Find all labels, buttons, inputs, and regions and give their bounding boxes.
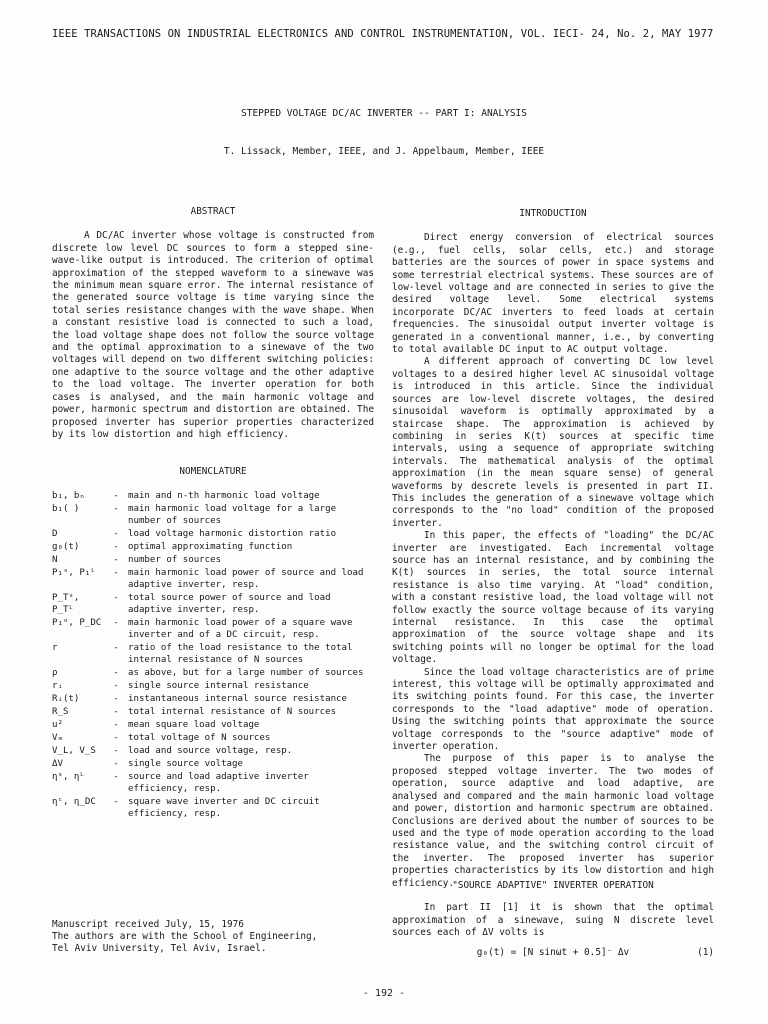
nomenclature-symbol: b₁( ) (52, 504, 80, 514)
nomenclature-item (52, 667, 372, 679)
source-adaptive-section (392, 880, 714, 940)
nomenclature-definition: optimal approximating function (128, 542, 293, 552)
intro-paragraph: In this paper, the effects of "loading" the DC/AC inverter are investigated. Each incremental voltage source has an internal resistance, and by combining the K(t) sources in series, the total source internal resistance is also time varying. At "load" condition, with a constant resistive load, the load voltage will not follow exactly the source voltage because of its varying internal resistance. In this case the optimal approximation of the source voltage shape and its switching points will no longer be optimal for the load voltage. (392, 530, 714, 666)
nomenclature-symbol: N (52, 555, 58, 565)
nomenclature-symbol: D (52, 529, 58, 539)
nomenclature-dash: - (113, 772, 119, 782)
nomenclature-definition: as above, but for a large number of sources (128, 668, 364, 678)
equation-text: g₀(t) = [N sinωt + 0.5]⁻ Δv (476, 947, 630, 958)
abstract-heading: ABSTRACT (190, 206, 236, 217)
footnote (52, 919, 372, 956)
nomenclature-dash: - (113, 593, 119, 603)
nomenclature-dash: - (113, 555, 119, 565)
paper-authors: T. Lissack, Member, IEEE, and J. Appelbaum, Member, IEEE (223, 146, 545, 157)
nomenclature-item (52, 796, 372, 820)
nomenclature-definition: single source voltage (128, 759, 243, 769)
nomenclature-dash: - (113, 643, 119, 653)
nomenclature-definition: single source internal resistance (128, 681, 309, 691)
nomenclature-definition: square wave inverter and DC circuit efficiency, resp. (128, 797, 320, 819)
abstract-section (52, 206, 374, 441)
nomenclature-definition: main harmonic load voltage for a large number of sources (128, 504, 337, 526)
nomenclature-item (52, 680, 372, 692)
intro-paragraph: A different approach of converting DC low level voltages to a desired higher level AC sinusoidal voltage is introduced in this article. Since the individual sources are low-level discrete voltages, the desired sinusoidal waveform is optimally approximated by a staircase shape. The approximation is achieved by combining in series K(t) sources at specific time intervals, using a sequence of appropriate switching intervals. The mathematical analysis of the optimal approximation (in the mean square sense) of general waveforms by descrete levels is presented in part II. This includes the generation of a sinewave voltage which corresponds to the "no load" condition of the proposed inverter. (392, 356, 714, 529)
footnote-line: Tel Aviv University, Tel Aviv, Israel. (52, 943, 267, 955)
nomenclature-definition: ratio of the load resistance to the total internal resistance of N sources (128, 643, 353, 665)
introduction-section (392, 208, 714, 890)
nomenclature-dash: - (113, 542, 119, 552)
nomenclature-dash: - (113, 681, 119, 691)
nomenclature-item (52, 642, 372, 666)
page-number: - 192 - (362, 988, 406, 999)
nomenclature-symbol: P₁ˢ, P₁ᴸ (52, 568, 96, 578)
nomenclature-dash: - (113, 720, 119, 730)
nomenclature-symbol: V_L, V_S (52, 746, 96, 756)
nomenclature-definition: total source power of source and load adaptive inverter, resp. (128, 593, 331, 615)
intro-paragraph: Direct energy conversion of electrical sources (e.g., fuel cells, solar cells, etc.) and storage batteries are the sources of power in space systems and some terrestrial electrical systems. These sources are of low-level voltage and are connected in series to give the desired voltage level. Some electrical systems incorporate DC/AC inverters to feed loads at certain frequencies. The sinusoidal output inverter voltage is generated in a conventional manner, i.e., by converting to total available DC input to AC output voltage. (392, 232, 714, 356)
nomenclature-item (52, 554, 372, 566)
nomenclature-item (52, 528, 372, 540)
nomenclature-symbol: b₁, bₙ (52, 491, 85, 501)
section-heading: "SOURCE ADAPTIVE" INVERTER OPERATION (452, 880, 654, 891)
nomenclature-definition: total internal resistance of N sources (128, 707, 337, 717)
nomenclature-item (52, 745, 372, 757)
nomenclature-heading: NOMENCLATURE (179, 466, 247, 477)
nomenclature-definition: mean square load voltage (128, 720, 260, 730)
nomenclature-symbol: R_S (52, 707, 69, 717)
nomenclature-dash: - (113, 797, 119, 807)
nomenclature-dash: - (113, 733, 119, 743)
nomenclature-definition: main harmonic load power of a square wave inverter and of a DC circuit, resp. (128, 618, 353, 640)
nomenclature-symbol: r (52, 643, 58, 653)
nomenclature-item (52, 503, 372, 527)
nomenclature-dash: - (113, 759, 119, 769)
nomenclature-list (52, 490, 372, 821)
nomenclature-item (52, 771, 372, 795)
nomenclature-dash: - (113, 618, 119, 628)
nomenclature-definition: instantaneous internal source resistance (128, 694, 347, 704)
nomenclature-item (52, 758, 372, 770)
paper-title: STEPPED VOLTAGE DC/AC INVERTER -- PART I: ANALYSIS (241, 108, 527, 119)
nomenclature-item (52, 617, 372, 641)
nomenclature-item (52, 567, 372, 591)
introduction-heading: INTRODUCTION (519, 208, 587, 219)
nomenclature-definition: source and load adaptive inverter efficiency, resp. (128, 772, 309, 794)
nomenclature-item (52, 592, 372, 616)
nomenclature-item (52, 732, 372, 744)
nomenclature-symbol: g₀(t) (52, 542, 80, 552)
intro-paragraph: The purpose of this paper is to analyse the proposed stepped voltage inverter. The two modes of operation, source adaptive and load adaptive, are analysed and compared and the main harmonic load voltage and power, distortion and harmonic spectrum are obtained. Conclusions are derived about the number of sources to be used and the type of mode operation according to the load resistance value, and the switching control circuit of the inverter. The proposed inverter has superior properties characteristics by its low distortion and high efficiency. (392, 753, 714, 889)
nomenclature-symbol: ρ (52, 668, 58, 678)
nomenclature-definition: load and source voltage, resp. (128, 746, 293, 756)
nomenclature-item (52, 706, 372, 718)
nomenclature-definition: load voltage harmonic distortion ratio (128, 529, 337, 539)
nomenclature-definition: main and n-th harmonic load voltage (128, 491, 320, 501)
nomenclature-symbol: P_Tˢ, P_Tᴸ (52, 593, 80, 615)
nomenclature-dash: - (113, 491, 119, 501)
nomenclature-definition: main harmonic load power of source and load adaptive inverter, resp. (128, 568, 364, 590)
nomenclature-symbol: ηˢ, ηᴸ (52, 772, 85, 782)
nomenclature-item (52, 490, 372, 502)
intro-paragraph: Since the load voltage characteristics are of prime interest, this voltage will be optimally approximated and its switching points found. For this case, the inverter corresponds to the "load adaptive" mode of operation. Using the switching points that approximate the source voltage corresponds to the "source adaptive" mode of inverter operation. (392, 666, 714, 753)
journal-header: IEEE TRANSACTIONS ON INDUSTRIAL ELECTRONICS AND CONTROL INSTRUMENTATION, VOL. IECI- 24, No. 2, MAY 1977 (52, 28, 714, 40)
nomenclature-definition: total voltage of N sources (128, 733, 271, 743)
nomenclature-definition: number of sources (128, 555, 222, 565)
equation-number: (1) (697, 947, 714, 958)
abstract-text: A DC/AC inverter whose voltage is constructed from discrete low level DC sources to form a stepped sine-wave-like output is introduced. The criterion of optimal approximation of the stepped waveform to a sinewave was the minimum mean square error. The internal resistance of the generated source voltage is time varying since the total series resistance changes with the wave shape. When a constant resistive load is connected to such a load, the load voltage shape does not follow the source voltage and the optimal approximation to a sinewave of the two voltages will depend on two different switching policies: one adaptive to the source voltage and the other adaptive to the load voltage. The inverter operation for both cases is analysed, and the main harmonic voltage and power, harmonic spectrum and distortion are obtained. The proposed inverter has superior properties characterized by its low distortion and high efficiency. (52, 230, 374, 440)
nomenclature-dash: - (113, 694, 119, 704)
nomenclature-symbol: ηᶜ, η_DC (52, 797, 96, 807)
nomenclature-symbol: Rᵢ(t) (52, 694, 80, 704)
nomenclature-symbol: Vₘ (52, 733, 63, 743)
nomenclature-dash: - (113, 568, 119, 578)
footnote-line: Manuscript received July, 15, 1976 (52, 919, 244, 930)
nomenclature-dash: - (113, 529, 119, 539)
nomenclature-dash: - (113, 746, 119, 756)
nomenclature-symbol: ΔV (52, 759, 63, 769)
nomenclature-symbol: P₁ᵒ, P_DC (52, 618, 102, 628)
nomenclature-symbol: rᵢ (52, 681, 63, 691)
nomenclature-symbol: u² (52, 720, 63, 730)
equation-1 (392, 947, 714, 958)
nomenclature-dash: - (113, 707, 119, 717)
nomenclature-item (52, 693, 372, 705)
nomenclature-dash: - (113, 668, 119, 678)
footnote-line: The authors are with the School of Engineering, (52, 931, 318, 943)
section-text: In part II [1] it is shown that the optimal approximation of a sinewave, suing N discrete level sources each of ΔV volts is (392, 902, 714, 939)
nomenclature-dash: - (113, 504, 119, 514)
nomenclature-item (52, 541, 372, 553)
nomenclature-item (52, 719, 372, 731)
